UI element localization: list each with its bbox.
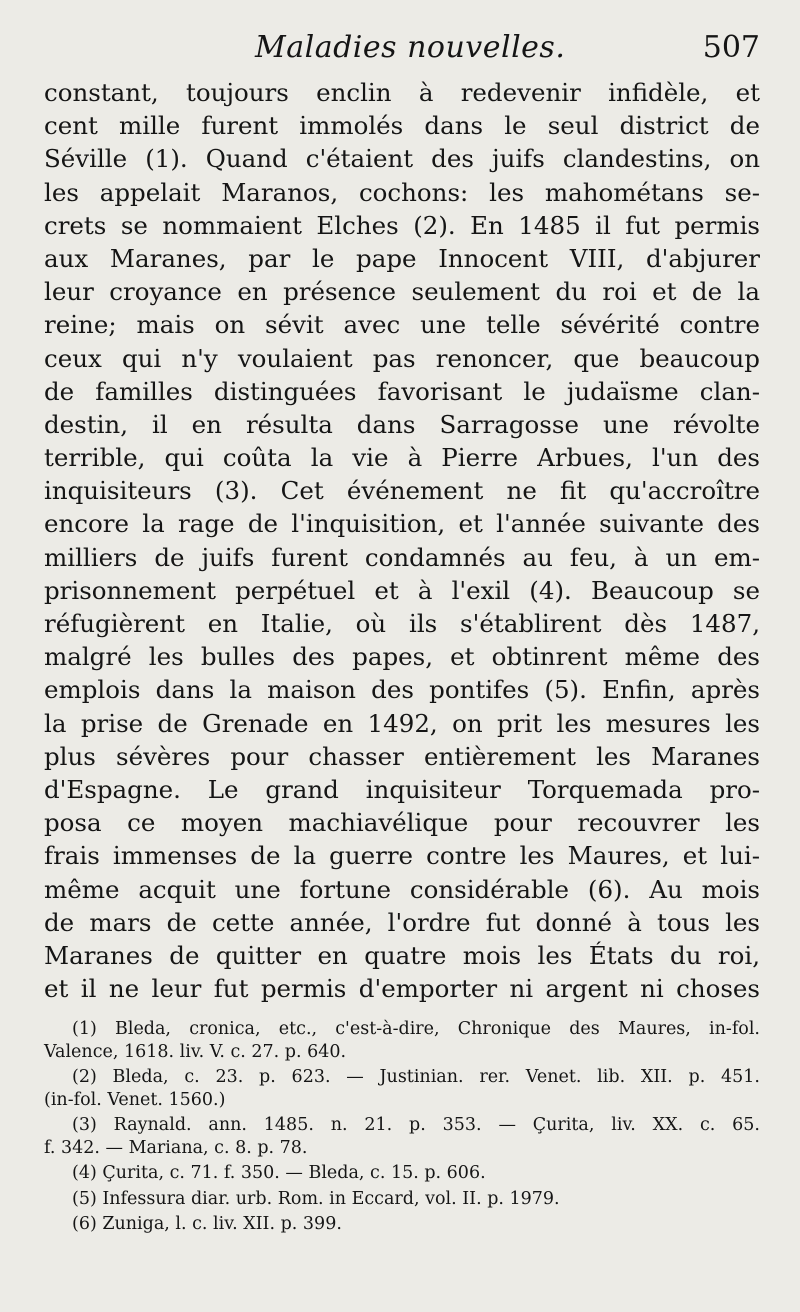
body-line: emplois dans la maison des pontifes (5). Enfin, après <box>44 675 760 705</box>
body-line: réfugièrent en Italie, où ils s'établirent dès 1487, <box>44 609 760 638</box>
body-line: même acquit une fortune considérable (6). Au mois <box>44 874 760 904</box>
running-title: Maladies nouvelles. <box>255 30 566 65</box>
footnote-line: (in-fol. Venet. 1560.) <box>44 1089 226 1110</box>
body-line: terrible, qui coûta la vie à Pierre Arbues, l'un des <box>44 443 760 473</box>
footnote-line: (6) Zuniga, l. c. liv. XII. p. 399. <box>72 1214 342 1234</box>
body-line: posa ce moyen machiavélique pour recouvrer les <box>44 808 760 838</box>
body-line: malgré les bulles des papes, et obtinrent même des <box>44 642 760 672</box>
body-line: constant, toujours enclin à redevenir infidèle, et <box>44 78 760 107</box>
body-text <box>44 76 760 1005</box>
body-line: leur croyance en présence seulement du roi et de la <box>44 277 760 307</box>
body-line: reine; mais on sévit avec une telle sévérité contre <box>44 310 760 340</box>
footnote-line: (2) Bleda, c. 23. p. 623. — Justinian. rer. Venet. lib. XII. p. 451. <box>72 1067 760 1087</box>
body-line: Maranes de quitter en quatre mois les États du roi, <box>44 940 760 970</box>
body-line: la prise de Grenade en 1492, on prit les mesures les <box>44 708 760 738</box>
footnote-line: (5) Infessura diar. urb. Rom. in Eccard, vol. II. p. 1979. <box>72 1188 560 1209</box>
footnote-line: Valence, 1618. liv. V. c. 27. p. 640. <box>44 1041 347 1062</box>
body-line: cent mille furent immolés dans le seul district de <box>44 111 760 141</box>
body-line: et il ne leur fut permis d'emporter ni argent ni choses <box>44 974 760 1004</box>
footnote-line: (1) Bleda, cronica, etc., c'est-à-dire, Chronique des Maures, in-fol. <box>72 1019 760 1039</box>
body-line: encore la rage de l'inquisition, et l'année suivante des <box>44 509 760 539</box>
page-number: 507 <box>702 30 760 65</box>
body-line: plus sévères pour chasser entièrement les Maranes <box>44 741 760 771</box>
body-line: d'Espagne. Le grand inquisiteur Torquemada pro- <box>44 774 760 804</box>
body-line: frais immenses de la guerre contre les Maures, et lui- <box>44 841 760 871</box>
body-line: de familles distinguées favorisant le judaïsme clan- <box>44 376 760 406</box>
body-line: ceux qui n'y voulaient pas renoncer, que beaucoup <box>44 343 760 373</box>
body-line: destin, il en résulta dans Sarragosse une révolte <box>44 409 760 439</box>
footnote-line: (4) Çurita, c. 71. f. 350. — Bleda, c. 15. p. 606. <box>72 1163 486 1183</box>
body-line: les appelait Maranos, cochons: les mahométans se- <box>44 177 760 207</box>
body-line: aux Maranes, par le pape Innocent VIII, d'abjurer <box>44 243 760 273</box>
page-header <box>40 30 760 76</box>
body-line: prisonnement perpétuel et à l'exil (4). Beaucoup se <box>44 575 760 605</box>
body-line: inquisiteurs (3). Cet événement ne fit qu'accroître <box>44 476 760 506</box>
footnote-line: (3) Raynald. ann. 1485. n. 21. p. 353. — Çurita, liv. XX. c. 65. <box>72 1115 760 1135</box>
body-line: Séville (1). Quand c'étaient des juifs clandestins, on <box>44 144 760 174</box>
footnotes <box>44 1018 760 1236</box>
body-line: crets se nommaient Elches (2). En 1485 il fut permis <box>44 210 760 240</box>
body-line: milliers de juifs furent condamnés au feu, à un em- <box>44 542 760 572</box>
body-line: de mars de cette année, l'ordre fut donné à tous les <box>44 907 760 937</box>
footnote-line: f. 342. — Mariana, c. 8. p. 78. <box>44 1137 308 1158</box>
